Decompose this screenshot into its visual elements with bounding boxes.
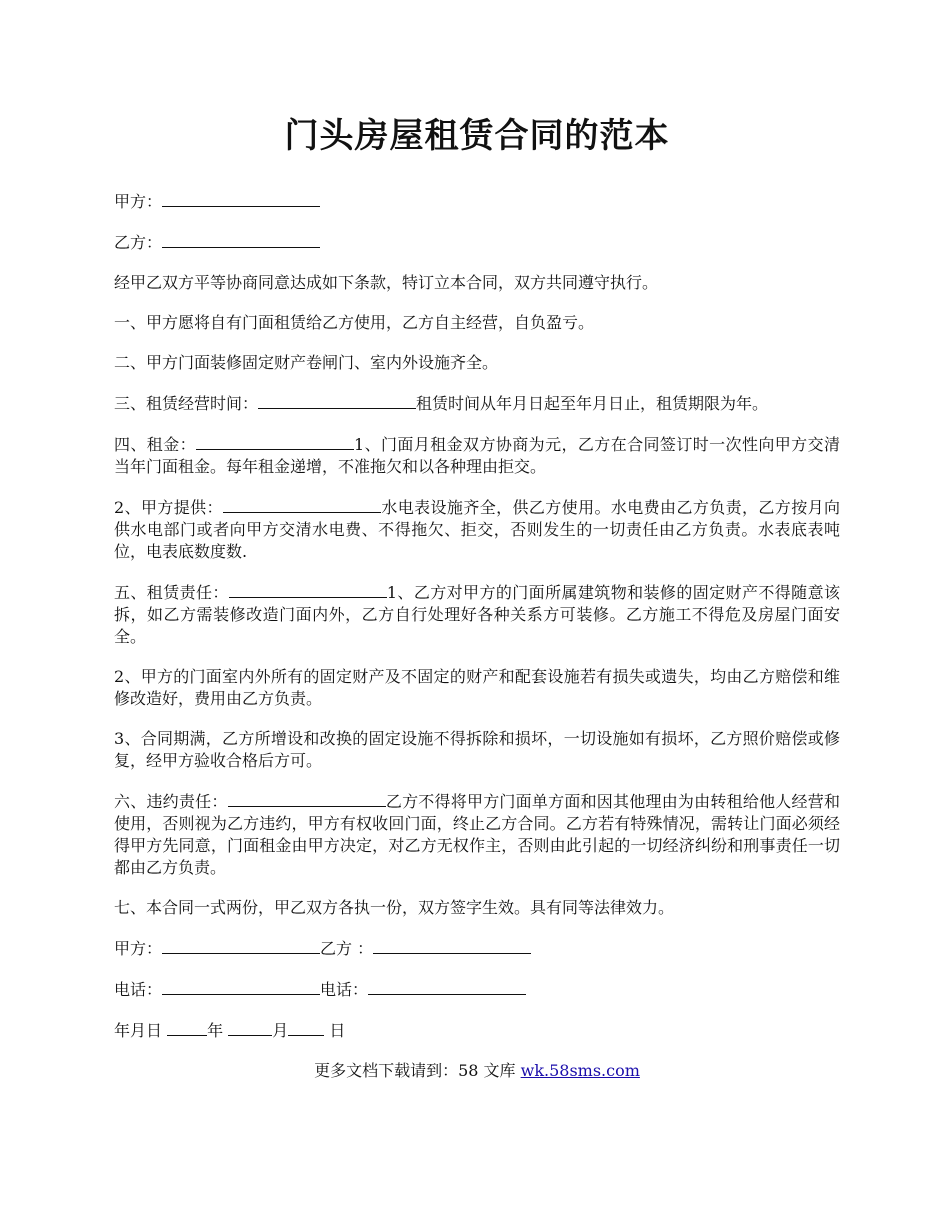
party-b-blank <box>162 231 320 248</box>
clause-7: 七、本合同一式两份，甲乙双方各执一份，双方签字生效。具有同等法律效力。 <box>114 898 675 917</box>
party-a-line <box>114 190 840 213</box>
clause-5-text: 1、乙方对甲方的门面所属建筑物和装修的固定财产不得随意该拆，如乙方需装修改造门面内外，乙方自行处理好各种关系方可装修。乙方施工不得危及房屋门面安全。 <box>114 583 840 646</box>
footer-link[interactable]: wk.58sms.com <box>520 1061 640 1080</box>
clause-4-text: 1、门面月租金双方协商为元，乙方在合同签订时一次性向甲方交清当年门面租金。每年租金递增，不准拖欠和以各种理由拒交。 <box>114 435 840 476</box>
sign-a-blank <box>162 937 320 954</box>
sign-b-blank <box>373 937 531 954</box>
clause-3-blank <box>258 392 416 409</box>
party-a-blank <box>162 190 320 207</box>
intro-paragraph: 经甲乙双方平等协商同意达成如下条款，特订立本合同，双方共同遵守执行。 <box>114 273 659 292</box>
party-b-label: 乙方： <box>114 233 163 252</box>
clause-5-blank <box>229 581 387 598</box>
clause-4-2 <box>114 496 840 563</box>
sign-a-label: 甲方： <box>114 939 163 958</box>
clause-4 <box>114 433 840 478</box>
clause-6-blank <box>228 790 386 807</box>
clause-2: 二、甲方门面装修固定财产卷闸门、室内外设施齐全。 <box>114 353 499 372</box>
date-year-blank <box>167 1019 207 1036</box>
clause-3-label: 三、租赁经营时间： <box>114 394 259 413</box>
footer-text: 更多文档下载请到：58 文库 <box>314 1061 516 1080</box>
phone-b-label: 电话： <box>320 980 369 999</box>
phone-b-blank <box>368 978 526 995</box>
signature-line <box>114 937 840 960</box>
clause-4-2-text: 水电表设施齐全，供乙方使用。水电费由乙方负责，乙方按月向供水电部门或者向甲方交清水电费、不得拖欠、拒交，否则发生的一切责任由乙方负责。水表底表吨位，电表底数度数. <box>114 498 840 561</box>
clause-3-text: 租赁时间从年月日起至年月日止，租赁期限为年。 <box>416 394 769 413</box>
document-title: 门头房屋租赁合同的范本 <box>284 116 670 156</box>
date-year-label: 年 <box>207 1021 224 1040</box>
sign-b-label: 乙方 ： <box>320 939 374 958</box>
clause-5-2: 2、甲方的门面室内外所有的固定财产及不固定的财产和配套设施若有损失或遗失，均由乙方赔偿和维修改造好，费用由乙方负责。 <box>114 667 840 708</box>
clause-6-label: 六、违约责任： <box>114 792 228 811</box>
clause-4-blank <box>196 433 354 450</box>
date-day-blank <box>288 1019 324 1036</box>
phone-line <box>114 978 840 1001</box>
clause-4-2-blank <box>223 496 381 513</box>
phone-a-blank <box>162 978 320 995</box>
phone-a-label: 电话： <box>114 980 163 999</box>
clause-1: 一、甲方愿将自有门面租赁给乙方使用，乙方自主经营，自负盈亏。 <box>114 313 595 332</box>
clause-6-text: 乙方不得将甲方门面单方面和因其他理由为由转租给他人经营和使用，否则视为乙方违约，甲方有权收回门面，终止乙方合同。乙方若有特殊情况，需转让门面必须经得甲方先同意，门面租金由甲方决定，对乙方无权作主，否则由此引起的一切经济纠纷和刑事责任一切都由乙方负责。 <box>114 792 840 877</box>
date-day-label: 日 <box>329 1021 346 1040</box>
clause-4-label: 四、租金： <box>114 435 197 454</box>
date-prefix: 年月日 <box>114 1021 163 1040</box>
clause-5-label: 五、租赁责任： <box>114 583 229 602</box>
date-month-label: 月 <box>272 1021 289 1040</box>
date-line <box>114 1019 840 1042</box>
clause-5 <box>114 581 840 648</box>
clause-4-2-label: 2、甲方提供： <box>114 498 223 517</box>
party-b-line <box>114 231 840 254</box>
clause-6 <box>114 790 840 879</box>
footer <box>114 1060 840 1082</box>
document-page <box>114 108 840 1100</box>
clause-5-3: 3、合同期满，乙方所增设和改换的固定设施不得拆除和损坏，一切设施如有损坏，乙方照价赔偿或修复，经甲方验收合格后方可。 <box>114 729 840 770</box>
clause-3 <box>114 392 840 415</box>
party-a-label: 甲方： <box>114 192 163 211</box>
date-month-blank <box>228 1019 272 1036</box>
